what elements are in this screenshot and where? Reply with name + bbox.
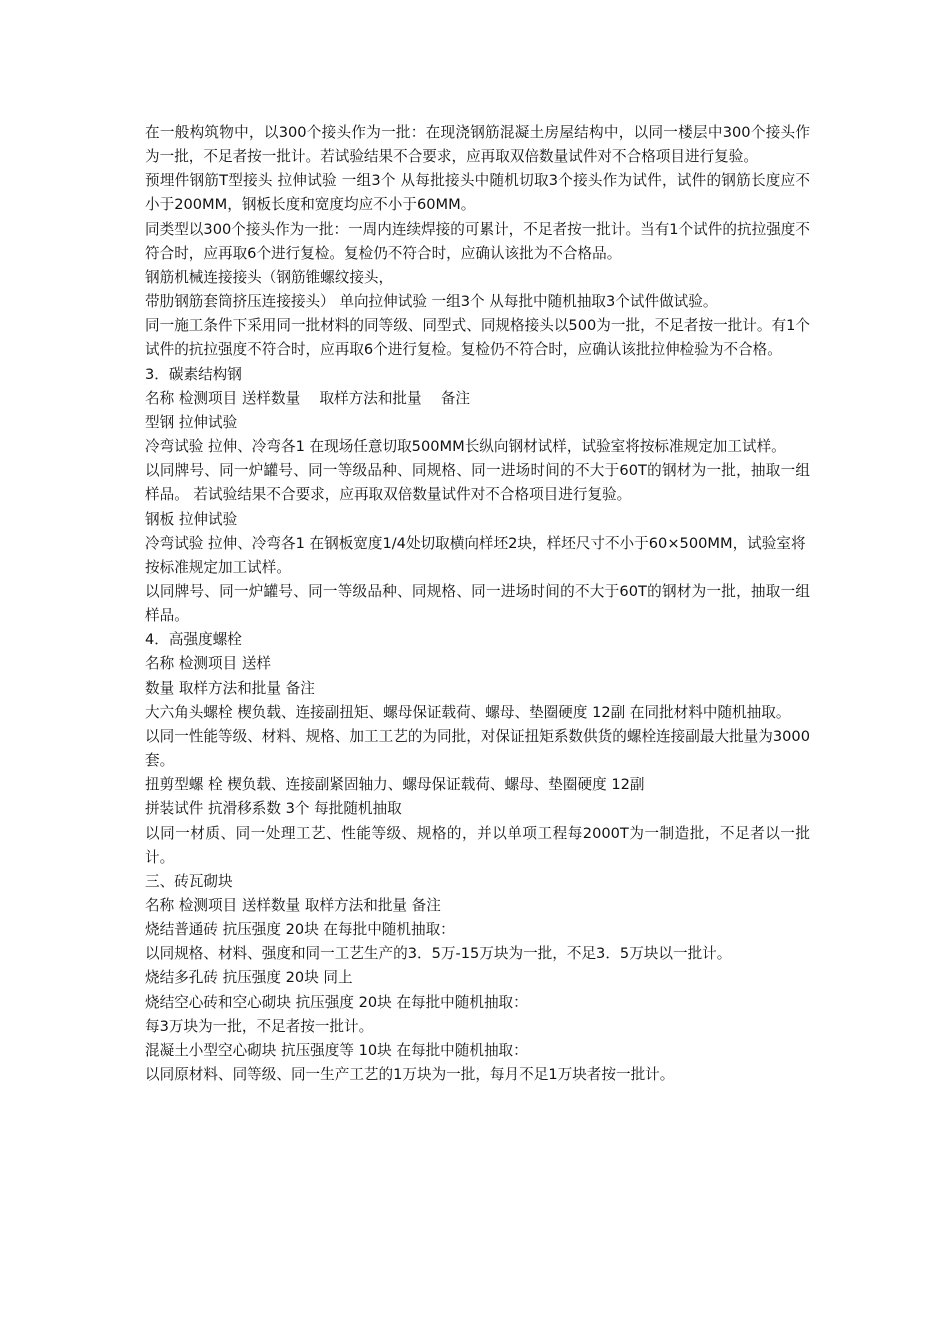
paragraph-mechanical-batch: 同一施工条件下采用同一批材料的同等级、同型式、同规格接头以500为一批，不足者按一批计。有1个试件的抗拉强度不符合时，应再取6个进行复检。复检仍不符合时，应确认该批拉伸检验为不合格。: [145, 317, 810, 359]
paragraph-concrete-block-batch: 以同原材料、同等级、同一生产工艺的1万块为一批，每月不足1万块者按一批计。: [145, 1066, 675, 1084]
paragraph-hollow-brick: 烧结空心砖和空心砌块 抗压强度 20块 在每批中随机抽取：: [145, 993, 528, 1011]
paragraph-common-brick-batch: 以同规格、材料、强度和同一工艺生产的3．5万-15万块为一批，不足3．5万块以一批计。: [145, 945, 732, 963]
section-heading-carbon-steel: 3．碳素结构钢: [145, 365, 242, 383]
paragraph-batch-rule: 在一般构筑物中，以300个接头作为一批：在现浇钢筋混凝土房屋结构中，以同一楼层中300个接头作为一批，不足者按一批计。若试验结果不合要求，应再取双倍数量试件对不合格项目进行复验。: [145, 124, 810, 166]
paragraph-concrete-block: 混凝土小型空心砌块 抗压强度等 10块 在每批中随机抽取：: [145, 1041, 528, 1059]
paragraph-section-steel-batch: 以同牌号、同一炉罐号、同一等级品种、同规格、同一进场时间的不大于60T的钢材为一批，抽取一组样品。 若试验结果不合要求，应再取双倍数量试件对不合格项目进行复验。: [145, 462, 810, 504]
paragraph-common-brick: 烧结普通砖 抗压强度 20块 在每批中随机抽取：: [145, 921, 455, 939]
document-body: [145, 121, 810, 1087]
table-header-bolts-2: 数量 取样方法和批量 备注: [145, 679, 315, 697]
paragraph-section-steel-bend: 冷弯试验 拉伸、冷弯各1 在现场任意切取500MM长纵向钢材试样，试验室将按标准规定加工试样。: [145, 438, 786, 456]
paragraph-perforated-brick: 烧结多孔砖 抗压强度 20块 同上: [145, 969, 353, 987]
section-heading-bricks: 三、砖瓦砌块: [145, 872, 233, 890]
paragraph-assembly-specimen: 拼装试件 抗滑移系数 3个 每批随机抽取: [145, 800, 402, 818]
paragraph-torshear-bolt: 扭剪型螺 栓 楔负载、连接副紧固轴力、螺母保证载荷、螺母、垫圈硬度 12副: [145, 776, 645, 794]
paragraph-hollow-brick-batch: 每3万块为一批，不足者按一批计。: [145, 1017, 374, 1035]
section-heading-bolts: 4．高强度螺栓: [145, 631, 242, 649]
paragraph-hex-bolt-batch: 以同一性能等级、材料、规格、加工工艺的为同批，对保证扭矩系数供货的螺栓连接副最大批量为3000套。: [145, 727, 810, 770]
paragraph-hex-bolt: 大六角头螺栓 楔负载、连接副扭矩、螺母保证载荷、螺母、垫圈硬度 12副 在同批材料中随机抽取。: [145, 703, 791, 721]
table-header-bricks: 名称 检测项目 送样数量 取样方法和批量 备注: [145, 897, 441, 914]
paragraph-section-steel: 型钢 拉伸试验: [145, 413, 238, 431]
paragraph-steel-plate-bend: 冷弯试验 拉伸、冷弯各1 在钢板宽度1/4处切取横向样坯2块，样坯尺寸不小于60×500MM，试验室将按标准规定加工试样。: [145, 534, 806, 576]
paragraph-mechanical-joint: 钢筋机械连接接头（钢筋锥螺纹接头，: [145, 268, 394, 286]
paragraph-same-type-batch: 同类型以300个接头作为一批：一周内连续焊接的可累计，不足者按一批计。当有1个试件的抗拉强度不符合时，应再取6个进行复检。复检仍不符合时，应确认该批为不合格品。: [145, 220, 810, 262]
paragraph-steel-plate: 钢板 拉伸试验: [145, 510, 238, 528]
paragraph-steel-plate-batch: 以同牌号、同一炉罐号、同一等级品种、同规格、同一进场时间的不大于60T的钢材为一批，抽取一组样品。: [145, 582, 810, 625]
paragraph-sleeve-joint: 带肋钢筋套筒挤压连接接头） 单向拉伸试验 一组3个 从每批中随机抽取3个试件做试验。: [145, 293, 718, 311]
paragraph-t-joint: 预埋件钢筋T型接头 拉伸试验 一组3个 从每批接头中随机切取3个接头作为试件，试件的钢筋长度应不小于200MM，钢板长度和宽度均应不小于60MM。: [145, 172, 810, 214]
table-header-carbon-steel: 名称 检测项目 送样数量 取样方法和批量 备注: [145, 389, 471, 407]
paragraph-bolt-batch: 以同一材质、同一处理工艺、性能等级、规格的，并以单项工程每2000T为一制造批，不足者以一批计。: [145, 824, 810, 866]
table-header-bolts-1: 名称 检测项目 送样: [145, 655, 272, 673]
